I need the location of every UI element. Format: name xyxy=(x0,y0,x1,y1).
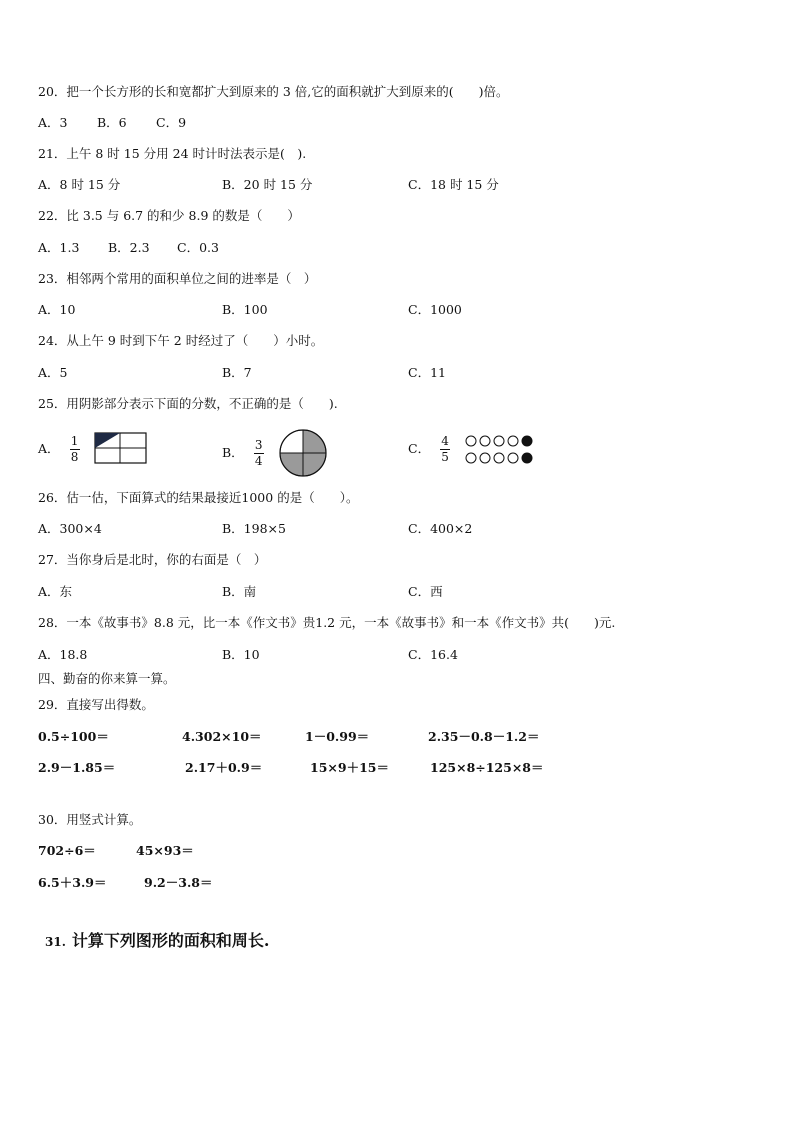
q25-fraction-b xyxy=(254,439,264,468)
q30-item: 702÷6＝ xyxy=(38,843,96,858)
q25-option-c xyxy=(408,432,544,466)
q29-item: 1－0.99＝ xyxy=(305,729,370,744)
question-21: 21．上午 8 时 15 分用 24 时计时法表示是( ). xyxy=(38,146,307,161)
fraction-numerator: 4 xyxy=(441,433,449,448)
fraction-denominator: 8 xyxy=(70,449,79,464)
q25-fraction-c xyxy=(440,435,450,464)
q21-option-a: A．8 时 15 分 xyxy=(38,177,121,192)
question-31 xyxy=(45,928,269,951)
question-29: 29．直接写出得数。 xyxy=(38,697,154,712)
circle-quarters-figure xyxy=(278,428,328,478)
question-25: 25．用阴影部分表示下面的分数，不正确的是（ ). xyxy=(38,396,338,411)
q29-item: 125×8÷125×8＝ xyxy=(430,760,544,775)
q28-option-a: A．18.8 xyxy=(38,647,88,662)
q29-item: 0.5÷100＝ xyxy=(38,729,109,744)
q22-option-b: B．2.3 xyxy=(108,240,150,255)
rectangle-grid-figure xyxy=(94,432,148,466)
q26-option-c: C．400×2 xyxy=(408,521,473,536)
question-24: 24．从上午 9 时到下午 2 时经过了（ ）小时。 xyxy=(38,333,324,348)
q27-option-c: C．西 xyxy=(408,584,443,599)
q20-option-a: A．3 xyxy=(38,115,68,130)
q29-item: 2.17＋0.9＝ xyxy=(185,760,263,775)
question-22: 22．比 3.5 与 6.7 的和少 8.9 的数是（ ） xyxy=(38,208,300,223)
q28-option-b: B．10 xyxy=(222,647,260,662)
question-23: 23．相邻两个常用的面积单位之间的进率是（ ） xyxy=(38,271,317,286)
q29-item: 4.302×10＝ xyxy=(182,729,262,744)
q29-item: 2.35－0.8－1.2＝ xyxy=(428,729,540,744)
question-30: 30．用竖式计算。 xyxy=(38,812,142,827)
q26-option-b: B．198×5 xyxy=(222,521,286,536)
q25-option-c-label: C． xyxy=(408,441,431,456)
q23-option-a: A．10 xyxy=(38,302,76,317)
q29-item: 2.9－1.85＝ xyxy=(38,760,116,775)
q24-option-c: C．11 xyxy=(408,365,446,380)
fraction-denominator: 5 xyxy=(441,449,449,464)
q27-option-a: A．东 xyxy=(38,584,73,599)
question-28: 28．一本《故事书》8.8 元，比一本《作文书》贵1.2 元，一本《故事书》和一本《作文书》共( )元. xyxy=(38,615,616,630)
question-20: 20．把一个长方形的长和宽都扩大到原来的 3 倍,它的面积就扩大到原来的( )倍。 xyxy=(38,84,509,99)
q21-option-c: C．18 时 15 分 xyxy=(408,177,499,192)
question-31-stem: 计算下列图形的面积和周长. xyxy=(71,931,270,950)
q23-option-b: B．100 xyxy=(222,302,268,317)
q30-item: 9.2－3.8＝ xyxy=(144,875,213,890)
q24-option-b: B．7 xyxy=(222,365,252,380)
question-26: 26．估一估，下面算式的结果最接近1000 的是（ ）。 xyxy=(38,490,359,505)
q25-option-b xyxy=(222,428,328,478)
q24-option-a: A．5 xyxy=(38,365,68,380)
dot-array-figure xyxy=(464,432,544,466)
q22-option-a: A．1.3 xyxy=(38,240,80,255)
q20-option-b: B．6 xyxy=(97,115,127,130)
q30-item: 45×93＝ xyxy=(136,843,194,858)
q27-option-b: B．南 xyxy=(222,584,257,599)
fraction-denominator: 4 xyxy=(254,453,263,468)
q20-option-c: C．9 xyxy=(156,115,187,130)
q22-option-c: C．0.3 xyxy=(177,240,219,255)
q25-option-b-label: B． xyxy=(222,445,244,460)
q29-item: 15×9＋15＝ xyxy=(310,760,389,775)
section-heading: 四、勤奋的你来算一算。 xyxy=(38,671,176,686)
q26-option-a: A．300×4 xyxy=(38,521,102,536)
q21-option-b: B．20 时 15 分 xyxy=(222,177,313,192)
fraction-numerator: 3 xyxy=(254,437,263,452)
fraction-numerator: 1 xyxy=(70,433,79,448)
question-27: 27．当你身后是北时，你的右面是（ ） xyxy=(38,552,267,567)
question-31-number: 31. xyxy=(45,935,66,949)
q30-item: 6.5＋3.9＝ xyxy=(38,875,107,890)
q23-option-c: C．1000 xyxy=(408,302,462,317)
q25-option-a-label: A． xyxy=(38,441,60,456)
q25-option-a xyxy=(38,432,148,466)
q28-option-c: C．16.4 xyxy=(408,647,458,662)
q25-fraction-a xyxy=(70,435,80,464)
